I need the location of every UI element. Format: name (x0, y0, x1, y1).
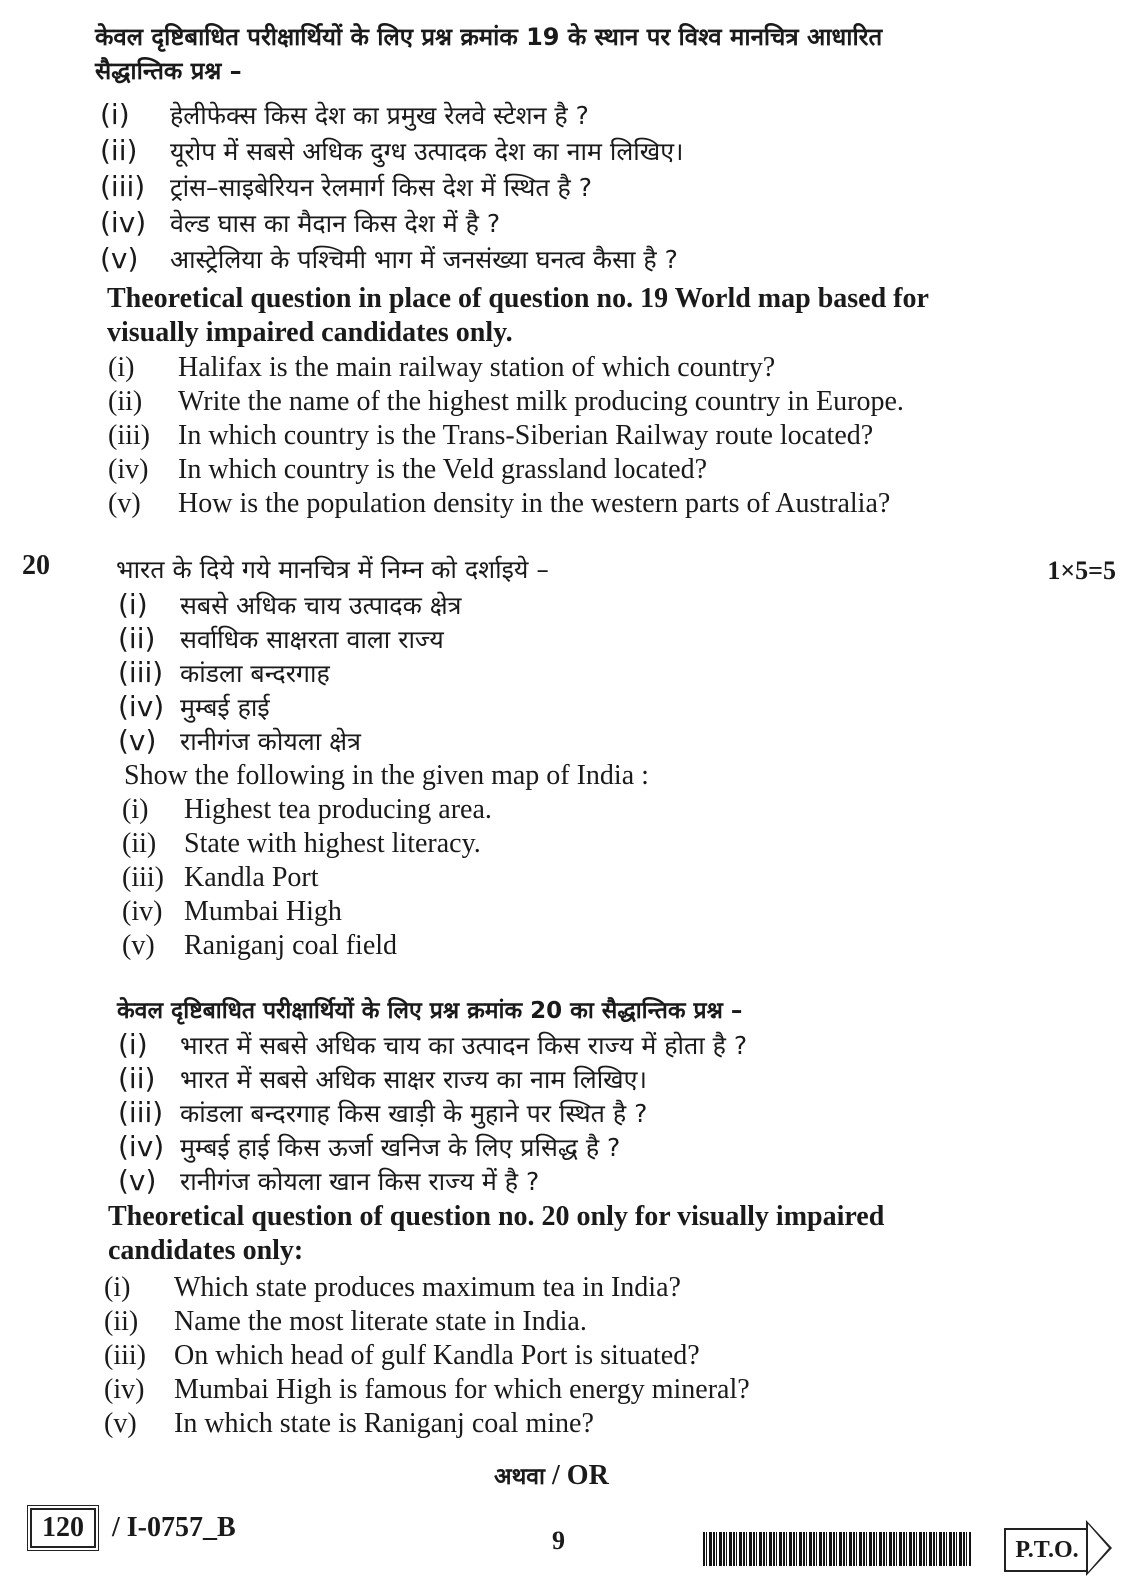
q19-vi-heading-english-line2: visually impaired candidates only. (107, 317, 513, 348)
list-item: (i) Highest tea producing area. (122, 794, 492, 825)
page-number: 9 (552, 1526, 565, 1555)
q20-vi-heading-hindi: केवल दृष्टिबाधित परीक्षार्थियों के लिए प्रश्न क्रमांक 20 का सैद्धान्तिक प्रश्न – (117, 998, 743, 1024)
q19-vi-heading-hindi-line2: सैद्धान्तिक प्रश्न – (95, 57, 242, 85)
list-item: (iv) मुम्बई हाई (118, 690, 270, 723)
list-item: (i) Which state produces maximum tea in India? (104, 1272, 681, 1303)
list-item: (iv) मुम्बई हाई किस ऊर्जा खनिज के लिए प्रसिद्ध है ? (118, 1130, 621, 1163)
q20-prompt-hindi: भारत के दिये गये मानचित्र में निम्न को दर्शाइये – (116, 555, 549, 584)
or-hindi: अथवा (494, 1464, 546, 1490)
list-item: (iii) Kandla Port (122, 862, 319, 893)
list-item: (ii) यूरोप में सबसे अधिक दुग्ध उत्पादक देश का नाम लिखिए। (100, 134, 684, 167)
arrow-right-icon (1086, 1520, 1112, 1576)
q20-vi-heading-english (108, 1200, 1098, 1268)
list-item: (iii) On which head of gulf Kandla Port is situated? (104, 1340, 700, 1371)
list-item: (v) रानीगंज कोयला खान किस राज्य में है ? (118, 1164, 540, 1197)
list-item: (iv) Mumbai High (122, 896, 342, 927)
q19-vi-heading-english-line1: Theoretical question in place of question no. 19 World map based for (107, 283, 929, 314)
list-item: (ii) भारत में सबसे अधिक साक्षर राज्य का नाम लिखिए। (118, 1062, 647, 1095)
list-item: (ii) State with highest literacy. (122, 828, 481, 859)
list-item: (v) How is the population density in the western parts of Australia? (108, 488, 891, 519)
paper-code-box: 120 (30, 1508, 96, 1548)
q19-vi-heading-english (107, 282, 1097, 350)
list-item: (iii) In which country is the Trans-Siberian Railway route located? (108, 420, 874, 451)
q20-vi-heading-english-line2: candidates only: (108, 1235, 304, 1266)
list-item: (v) In which state is Raniganj coal mine? (104, 1408, 594, 1439)
list-item: (i) हेलीफेक्स किस देश का प्रमुख रेलवे स्टेशन है ? (100, 98, 589, 131)
pto-label: P.T.O. (1004, 1528, 1090, 1572)
list-item: (iv) Mumbai High is famous for which energy mineral? (104, 1374, 750, 1405)
paper-code: / I-0757_B (112, 1512, 236, 1543)
q20-vi-heading-english-line1: Theoretical question of question no. 20 only for visually impaired (108, 1201, 885, 1232)
list-item: (v) आस्ट्रेलिया के पश्चिमी भाग में जनसंख्या घनत्व कैसा है ? (100, 242, 678, 275)
question-number: 20 (22, 550, 50, 581)
marks-label: 1×5=5 (1047, 556, 1116, 585)
list-item: (iv) In which country is the Veld grassland located? (108, 454, 708, 485)
list-item: (i) भारत में सबसे अधिक चाय का उत्पादन किस राज्य में होता है ? (118, 1028, 748, 1061)
barcode-icon (703, 1532, 971, 1566)
or-english: / OR (552, 1460, 609, 1491)
q19-vi-heading-hindi (95, 20, 1095, 88)
q20-prompt-english: Show the following in the given map of India : (124, 760, 649, 791)
list-item: (ii) Name the most literate state in India. (104, 1306, 587, 1337)
list-item: (i) सबसे अधिक चाय उत्पादक क्षेत्र (118, 588, 462, 621)
list-item: (v) रानीगंज कोयला क्षेत्र (118, 724, 361, 757)
list-item: (iv) वेल्ड घास का मैदान किस देश में है ? (100, 206, 501, 239)
list-item: (ii) सर्वाधिक साक्षरता वाला राज्य (118, 622, 444, 655)
list-item: (i) Halifax is the main railway station of which country? (108, 352, 776, 383)
or-separator (494, 1459, 609, 1492)
list-item: (iii) कांडला बन्दरगाह (118, 656, 330, 689)
list-item: (iii) ट्रांस–साइबेरियन रेलमार्ग किस देश में स्थित है ? (100, 170, 593, 203)
list-item: (iii) कांडला बन्दरगाह किस खाड़ी के मुहाने पर स्थित है ? (118, 1096, 648, 1129)
list-item: (ii) Write the name of the highest milk producing country in Europe. (108, 386, 904, 417)
list-item: (v) Raniganj coal field (122, 930, 398, 961)
q19-vi-heading-hindi-line1: केवल दृष्टिबाधित परीक्षार्थियों के लिए प्रश्न क्रमांक 19 के स्थान पर विश्व मानचित्र आधारित (95, 23, 883, 51)
